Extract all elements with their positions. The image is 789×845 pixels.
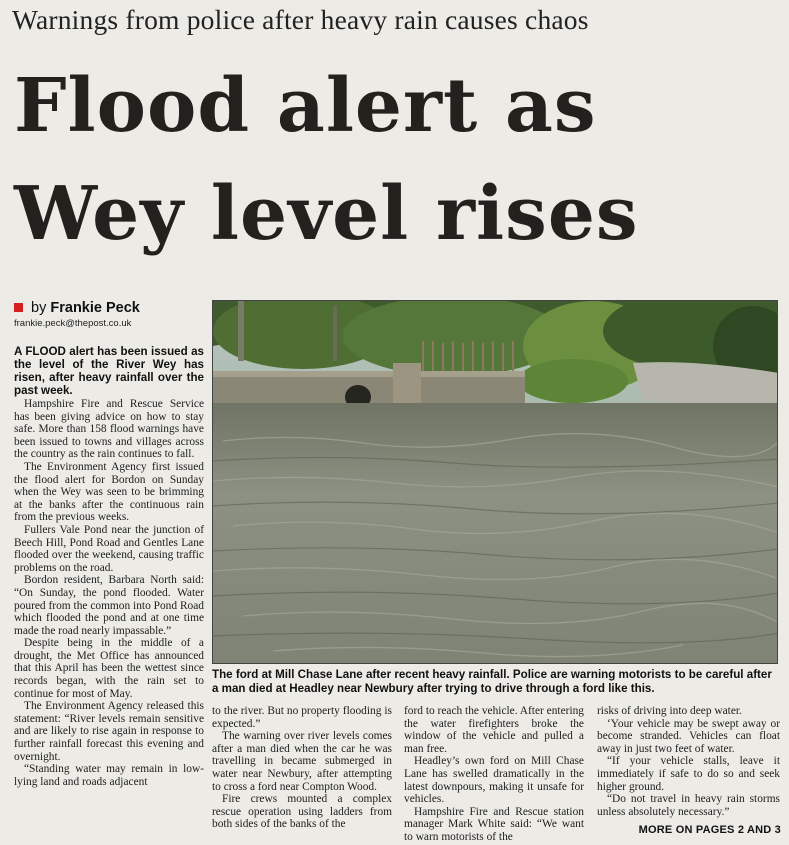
lead-paragraph: A FLOOD alert has been issued as the level of the River Wey has risen, after heavy rainfall over the past week. xyxy=(14,345,204,397)
author-email[interactable]: frankie.peck@thepost.co.uk xyxy=(14,318,132,329)
paragraph: risks of driving into deep water. xyxy=(597,705,742,717)
headline-line-2: Wey level rises xyxy=(14,171,639,257)
headline xyxy=(14,52,784,268)
paragraph: Bordon resident, Barbara North said: “On Sunday, the pond flooded. Water poured from the common into Pond Road which flooded the pond and at one time made the road nearly impassable.” xyxy=(14,574,204,637)
paragraph: “Standing water may remain in low-lying land and roads adjacent xyxy=(14,763,204,788)
paragraph: Hampshire Fire and Rescue Service has been giving advice on how to stay safe. More than 158 flood warnings have been issued to towns and villages across the country as the rain continues to fall. xyxy=(14,398,204,461)
article-column-1 xyxy=(14,345,204,788)
paragraph: to the river. But no property flooding is expected.” xyxy=(212,705,392,730)
paragraph: The warning over river levels comes after a man died when the car he was travelling in became submerged in water near Newbury, after attempting to cross a ford near Compton Wood. xyxy=(212,730,392,793)
paragraph: Fullers Vale Pond near the junction of Beech Hill, Pond Road and Gentles Lane flooded over the weekend, causing traffic problems on the road. xyxy=(14,523,204,574)
paragraph: Despite being in the middle of a drought, the Met Office has announced that this April has been the wettest since records began, with the rain set to continue for most of May. xyxy=(14,637,204,700)
byline-block xyxy=(14,300,204,329)
paragraph: “If your vehicle stalls, leave it immediately if safe to do so and seek higher ground. xyxy=(597,755,780,793)
paragraph: ford to reach the vehicle. After entering the water firefighters broke the window of the vehicle and pulled a man free. xyxy=(404,705,584,755)
byline-marker-icon xyxy=(14,303,23,312)
flood-photo xyxy=(212,300,778,664)
paragraph: The Environment Agency released this statement: “River levels remain sensitive and are likely to rise again in response to further rainfall forecast this evening and overnight. xyxy=(14,700,204,763)
paragraph: ‘Your vehicle may be swept away or become stranded. Vehicles can float away in just two feet of water. xyxy=(597,717,780,755)
byline-author: Frankie Peck xyxy=(50,300,140,316)
more-on-pages-link[interactable]: MORE ON PAGES 2 AND 3 xyxy=(638,824,781,836)
paragraph: Hampshire Fire and Rescue station manager Mark White said: “We want to warn motorists of the xyxy=(404,805,584,843)
kicker: Warnings from police after heavy rain causes chaos xyxy=(12,4,589,35)
article-column-3 xyxy=(404,705,584,844)
article-column-2 xyxy=(212,705,392,831)
byline-prefix: by xyxy=(31,300,47,316)
paragraph: The Environment Agency first issued the flood alert for Bordon on Sunday when the Wey was seen to be brimming at the banks after the continuous rain from the previous weeks. xyxy=(14,460,204,524)
photo-caption: The ford at Mill Chase Lane after recent heavy rainfall. Police are warning motorists to be careful after a man died at Headley near Newbury after trying to drive through a ford like this. xyxy=(212,668,772,695)
article-column-4 xyxy=(597,705,780,818)
byline xyxy=(14,300,204,316)
paragraph: “Do not travel in heavy rain storms unless absolutely necessary.” xyxy=(597,793,780,818)
headline-line-1: Flood alert as xyxy=(14,63,597,149)
paragraph: Headley’s own ford on Mill Chase Lane has swelled dramatically in the latest downpours, making it unsafe for vehicles. xyxy=(404,755,584,806)
paragraph: Fire crews mounted a complex rescue operation using ladders from both sides of the banks of the xyxy=(212,793,392,831)
